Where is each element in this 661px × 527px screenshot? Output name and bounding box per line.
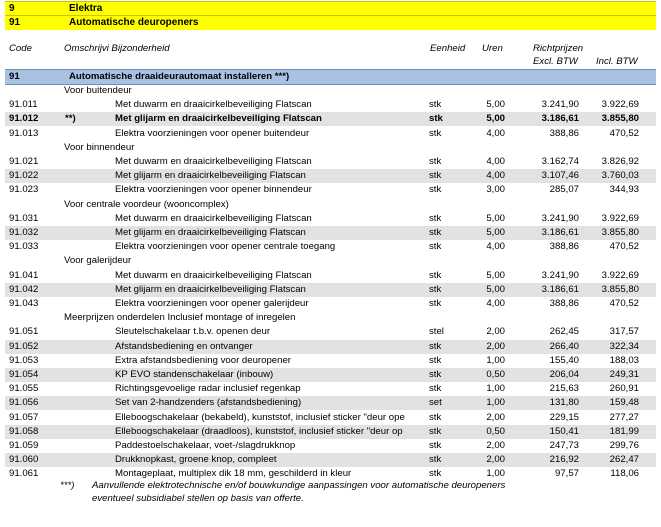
row-description: Met duwarm en draaicirkelbeveiliging Flatscan [115, 156, 312, 167]
row-price-excl: 206,04 [549, 369, 579, 380]
row-unit: stk [429, 213, 442, 224]
row-description: Richtingsgevoelige radar inclusief regenkap [115, 383, 301, 394]
table-row [5, 169, 656, 183]
row-hours: 2,00 [486, 341, 505, 352]
row-price-excl: 150,41 [549, 426, 579, 437]
section-code: 91 [9, 71, 20, 82]
subchapter-title: Automatische deuropeners [69, 17, 199, 28]
row-hours: 0,50 [486, 426, 505, 437]
row-price-excl: 388,86 [549, 241, 579, 252]
row-price-excl: 229,15 [549, 412, 579, 423]
row-unit: stk [429, 383, 442, 394]
row-description: Elektra voorzieningen voor opener galerijdeur [115, 298, 309, 309]
col-incl: Incl. BTW [596, 56, 638, 67]
row-code: 91.057 [9, 412, 39, 423]
table-row [5, 340, 656, 354]
row-description: Drukknopkast, groene knop, compleet [115, 454, 277, 465]
table-row [5, 212, 656, 226]
row-price-incl: 3.855,80 [601, 284, 639, 295]
row-unit: stk [429, 341, 442, 352]
row-hours: 1,00 [486, 383, 505, 394]
row-code: 91.033 [9, 241, 39, 252]
row-hours: 1,00 [486, 397, 505, 408]
table-row [5, 396, 656, 410]
row-hours: 2,00 [486, 326, 505, 337]
row-price-excl: 3.241,90 [541, 213, 579, 224]
row-code: 91.022 [9, 170, 39, 181]
row-description: Met duwarm en draaicirkelbeveiliging Flatscan [115, 213, 312, 224]
col-excl: Excl. BTW [533, 56, 578, 67]
row-code: 91.054 [9, 369, 39, 380]
row-price-excl: 247,73 [549, 440, 579, 451]
row-unit: stk [429, 241, 442, 252]
row-unit: stk [429, 298, 442, 309]
row-description: Elektra voorzieningen voor opener centrale toegang [115, 241, 336, 252]
row-hours: 4,00 [486, 156, 505, 167]
table-row [5, 240, 656, 254]
row-code: 91.013 [9, 128, 39, 139]
row-price-excl: 3.186,61 [541, 284, 579, 295]
row-description: Met glijarm en draaicirkelbeveiliging Flatscan [115, 113, 322, 124]
table-row [5, 112, 656, 126]
row-code: 91.058 [9, 426, 39, 437]
row-hours: 2,00 [486, 454, 505, 465]
row-price-incl: 470,52 [609, 128, 639, 139]
row-hours: 2,00 [486, 440, 505, 451]
row-hours: 5,00 [486, 213, 505, 224]
row-price-incl: 181,99 [609, 426, 639, 437]
row-code: 91.061 [9, 468, 39, 479]
row-price-excl: 266,40 [549, 341, 579, 352]
row-hours: 4,00 [486, 298, 505, 309]
row-price-incl: 262,47 [609, 454, 639, 465]
col-price-title: Richtprijzen [533, 43, 584, 54]
row-hours: 4,00 [486, 128, 505, 139]
row-price-incl: 344,93 [609, 184, 639, 195]
row-hours: 0,50 [486, 369, 505, 380]
row-price-excl: 3.186,61 [541, 227, 579, 238]
row-price-incl: 118,06 [610, 468, 639, 479]
row-price-incl: 3.922,69 [601, 270, 639, 281]
row-price-incl: 260,91 [609, 383, 639, 394]
section-title: Automatische draaideurautomaat installeren ***) [69, 71, 290, 82]
row-price-excl: 3.162,74 [541, 156, 579, 167]
row-description: Met glijarm en draaicirkelbeveiliging Flatscan [115, 227, 306, 238]
row-unit: set [429, 397, 442, 408]
row-price-excl: 388,86 [549, 128, 579, 139]
chapter-title: Elektra [69, 3, 103, 14]
row-price-incl: 249,31 [609, 369, 639, 380]
row-price-incl: 299,76 [609, 440, 639, 451]
footnote-marker: ***) [60, 480, 75, 491]
row-unit: stk [429, 170, 442, 181]
row-price-incl: 3.855,80 [601, 227, 639, 238]
table-row [5, 297, 656, 311]
row-price-excl: 97,57 [554, 468, 579, 479]
table-row [5, 226, 656, 240]
row-price-excl: 388,86 [549, 298, 579, 309]
subchapter-code: 91 [9, 17, 21, 28]
row-code: 91.042 [9, 284, 39, 295]
row-unit: stk [429, 184, 442, 195]
row-price-excl: 215,63 [549, 383, 579, 394]
table-row [5, 127, 656, 141]
col-description: Omschrijvi Bijzonderheid [64, 43, 170, 54]
row-price-incl: 277,27 [609, 412, 639, 423]
row-unit: stk [429, 454, 442, 465]
row-code: 91.060 [9, 454, 39, 465]
row-price-incl: 3.855,80 [601, 113, 639, 124]
row-unit: stk [429, 113, 443, 124]
table-row [5, 453, 656, 467]
row-description: Extra afstandsbediening voor deuropener [115, 355, 292, 366]
group-label: Voor centrale voordeur (wooncomplex) [64, 199, 229, 210]
table-row [5, 98, 656, 112]
row-hours: 5,00 [486, 99, 505, 110]
row-description: Met glijarm en draaicirkelbeveiliging Flatscan [115, 284, 306, 295]
row-code: 91.052 [9, 341, 39, 352]
table-row [5, 155, 656, 169]
row-unit: stk [429, 284, 442, 295]
row-code: 91.021 [9, 156, 39, 167]
row-hours: 1,00 [486, 468, 505, 479]
row-hours: 5,00 [486, 227, 505, 238]
table-row [5, 425, 656, 439]
row-description: Met duwarm en draaicirkelbeveiliging Flatscan [115, 99, 312, 110]
row-code: 91.056 [9, 397, 39, 408]
row-description: Elleboogschakelaar (bekabeld), kunststof, inclusief sticker "deur ope [115, 412, 405, 423]
row-code: 91.051 [9, 326, 39, 337]
row-price-excl: 155,40 [549, 355, 579, 366]
row-code: 91.043 [9, 298, 39, 309]
row-unit: stk [429, 128, 442, 139]
row-price-excl: 3.186,61 [541, 113, 579, 124]
table-row [5, 411, 656, 425]
row-price-excl: 216,92 [549, 454, 579, 465]
row-price-incl: 3.922,69 [601, 99, 639, 110]
row-note: **) [65, 113, 76, 124]
group-label: Meerprijzen onderdelen Inclusief montage of inregelen [64, 312, 296, 323]
row-price-excl: 131,80 [549, 397, 579, 408]
row-description: Met duwarm en draaicirkelbeveiliging Flatscan [115, 270, 312, 281]
section-bar [5, 69, 656, 85]
row-hours: 2,00 [486, 412, 505, 423]
row-description: Set van 2-handzenders (afstandsbediening) [115, 397, 302, 408]
row-price-incl: 470,52 [609, 298, 639, 309]
row-description: Montageplaat, multiplex dik 18 mm, geschilderd in kleur [115, 468, 352, 479]
row-unit: stk [429, 412, 442, 423]
footnote-line-2: eventueel subsidiabel stellen op basis van offerte. [92, 493, 304, 504]
row-price-excl: 285,07 [549, 184, 579, 195]
row-unit: stk [429, 270, 442, 281]
row-hours: 1,00 [486, 355, 505, 366]
row-unit: stel [429, 326, 444, 337]
row-description: Elleboogschakelaar (draadloos), kunststof, inclusief sticker "deur op [115, 426, 403, 437]
row-description: Sleutelschakelaar t.b.v. openen deur [115, 326, 271, 337]
row-code: 91.055 [9, 383, 39, 394]
row-price-excl: 3.241,90 [541, 270, 579, 281]
table-row [5, 439, 656, 453]
row-code: 91.011 [9, 99, 38, 110]
row-unit: stk [429, 468, 442, 479]
row-unit: stk [429, 355, 442, 366]
group-label: Voor buitendeur [64, 85, 132, 96]
row-unit: stk [429, 426, 442, 437]
table-row [5, 325, 656, 339]
col-hours: Uren [482, 43, 503, 54]
table-row [5, 183, 656, 197]
row-price-excl: 3.107,46 [541, 170, 579, 181]
table-row [5, 354, 656, 368]
row-price-excl: 3.241,90 [541, 99, 579, 110]
row-unit: stk [429, 156, 442, 167]
row-hours: 3,00 [486, 184, 505, 195]
table-row [5, 283, 656, 297]
row-price-incl: 322,34 [609, 341, 639, 352]
subchapter-bar [5, 15, 656, 30]
group-label: Voor galerijdeur [64, 255, 132, 266]
chapter-bar [5, 1, 656, 16]
group-label: Voor binnendeur [64, 142, 135, 153]
col-code: Code [9, 43, 32, 54]
row-description: Paddestoelschakelaar, voet-/slagdrukknop [115, 440, 296, 451]
row-code: 91.041 [9, 270, 39, 281]
row-description: Elektra voorzieningen voor opener binnendeur [115, 184, 312, 195]
row-code: 91.012 [9, 113, 39, 124]
table-row [5, 269, 656, 283]
row-hours: 4,00 [486, 241, 505, 252]
row-price-incl: 3.922,69 [601, 213, 639, 224]
row-description: Elektra voorzieningen voor opener buitendeur [115, 128, 310, 139]
row-price-incl: 317,57 [609, 326, 639, 337]
row-code: 91.032 [9, 227, 39, 238]
row-hours: 5,00 [486, 113, 505, 124]
col-unit: Eenheid [430, 43, 466, 54]
row-code: 91.059 [9, 440, 39, 451]
row-hours: 4,00 [486, 170, 505, 181]
row-unit: stk [429, 227, 442, 238]
row-description: KP EVO standenschakelaar (inbouw) [115, 369, 274, 380]
row-description: Met glijarm en draaicirkelbeveiliging Flatscan [115, 170, 306, 181]
row-code: 91.031 [9, 213, 39, 224]
row-unit: stk [429, 440, 442, 451]
chapter-code: 9 [9, 3, 15, 14]
row-code: 91.023 [9, 184, 39, 195]
row-unit: stk [429, 369, 442, 380]
row-price-excl: 262,45 [549, 326, 579, 337]
row-price-incl: 159,48 [609, 397, 639, 408]
table-row [5, 382, 656, 396]
row-price-incl: 188,03 [609, 355, 639, 366]
row-price-incl: 3.826,92 [601, 156, 639, 167]
row-code: 91.053 [9, 355, 39, 366]
row-price-incl: 470,52 [609, 241, 639, 252]
row-hours: 5,00 [486, 284, 505, 295]
row-description: Afstandsbediening en ontvanger [115, 341, 253, 352]
row-price-incl: 3.760,03 [601, 170, 639, 181]
row-unit: stk [429, 99, 442, 110]
row-hours: 5,00 [486, 270, 505, 281]
table-row [5, 368, 656, 382]
footnote-line-1: Aanvullende elektrotechnische en/of bouwkundige aanpassingen voor automatische deuropeners [92, 480, 506, 491]
